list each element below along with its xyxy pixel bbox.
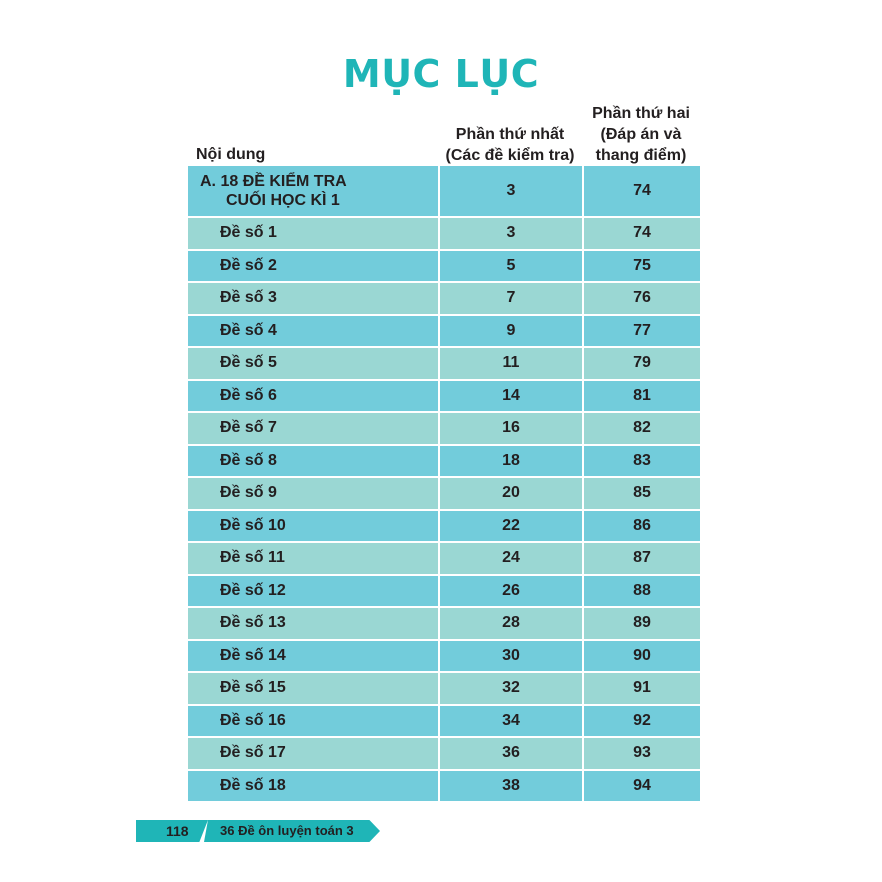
row-label: Đề số 15 [220,679,286,697]
row-part2-page: 91 [582,673,700,704]
row-part2-page: 94 [582,771,700,802]
row-part2-page: 74 [582,218,700,249]
row-label: Đề số 11 [220,549,285,567]
row-part1-page: 26 [438,576,582,607]
toc-row[interactable] [188,706,700,739]
toc-row[interactable] [188,771,700,804]
header-part2-line3: thang điểm) [595,147,687,164]
page-title: MỤC LỤC [342,52,540,96]
row-label: Đề số 5 [220,354,277,372]
toc-row[interactable] [188,641,700,674]
section-part2-page: 74 [582,166,700,216]
row-part1-page: 22 [438,511,582,542]
section-title-line2: CUỐI HỌC KÌ 1 [226,192,340,209]
row-part2-page: 87 [582,543,700,574]
book-title: 36 Đề ôn luyện toán 3 [220,823,354,838]
row-label: Đề số 17 [220,744,286,762]
row-part2-page: 92 [582,706,700,737]
row-part1-page: 28 [438,608,582,639]
toc-row[interactable] [188,218,700,251]
row-part2-page: 81 [582,381,700,412]
row-label: Đề số 16 [220,711,286,729]
row-part2-page: 86 [582,511,700,542]
row-part1-page: 30 [438,641,582,672]
section-part1-page: 3 [438,166,582,216]
row-part2-page: 88 [582,576,700,607]
toc-row[interactable] [188,283,700,316]
toc-table [188,166,700,803]
row-label: Đề số 9 [220,484,277,502]
row-part1-page: 20 [438,478,582,509]
toc-row[interactable] [188,251,700,284]
row-part1-page: 32 [438,673,582,704]
row-part1-page: 14 [438,381,582,412]
header-part1 [438,124,582,166]
toc-row[interactable] [188,446,700,479]
toc-row[interactable] [188,576,700,609]
toc-row[interactable] [188,738,700,771]
row-part1-page: 38 [438,771,582,802]
row-part2-page: 79 [582,348,700,379]
row-part1-page: 5 [438,251,582,282]
row-part2-page: 76 [582,283,700,314]
row-label: Đề số 14 [220,646,286,664]
row-part1-page: 9 [438,316,582,347]
row-label: Đề số 2 [220,256,277,274]
toc-rows [188,218,700,803]
row-part2-page: 77 [582,316,700,347]
toc-row[interactable] [188,478,700,511]
header-part1-line1: Phần thứ nhất [455,126,565,143]
row-part1-page: 3 [438,218,582,249]
toc-row[interactable] [188,316,700,349]
row-part1-page: 34 [438,706,582,737]
row-part1-page: 18 [438,446,582,477]
row-part2-page: 83 [582,446,700,477]
toc-row[interactable] [188,543,700,576]
header-content [196,144,265,165]
header-part2-line2: (Đáp án và [600,126,682,143]
row-part1-page: 24 [438,543,582,574]
toc-row[interactable] [188,608,700,641]
toc-row[interactable] [188,381,700,414]
section-title [188,166,438,216]
row-label: Đề số 8 [220,451,277,469]
row-label: Đề số 18 [220,776,286,794]
header-content-label: Nội dung [196,146,266,163]
toc-row[interactable] [188,511,700,544]
toc-section-row[interactable] [188,166,700,218]
row-label: Đề số 12 [220,581,286,599]
row-label: Đề số 7 [220,419,277,437]
toc-row[interactable] [188,348,700,381]
row-part1-page: 7 [438,283,582,314]
row-label: Đề số 3 [220,289,277,307]
row-part2-page: 90 [582,641,700,672]
page-number: 118 [166,823,189,839]
row-label: Đề số 10 [220,516,286,534]
header-part2 [582,103,700,166]
row-label: Đề số 4 [220,321,277,339]
toc-row[interactable] [188,673,700,706]
row-label: Đề số 1 [220,224,277,242]
row-part2-page: 89 [582,608,700,639]
row-part2-page: 85 [582,478,700,509]
row-label: Đề số 13 [220,614,286,632]
toc-row[interactable] [188,413,700,446]
header-part2-line1: Phần thứ hai [592,105,690,122]
header-part1-line2: (Các đề kiểm tra) [445,147,575,164]
row-part1-page: 11 [438,348,582,379]
section-title-line1: A. 18 ĐỀ KIỂM TRA [200,173,347,190]
row-part1-page: 36 [438,738,582,769]
row-part1-page: 16 [438,413,582,444]
row-label: Đề số 6 [220,386,277,404]
row-part2-page: 75 [582,251,700,282]
row-part2-page: 93 [582,738,700,769]
row-part2-page: 82 [582,413,700,444]
